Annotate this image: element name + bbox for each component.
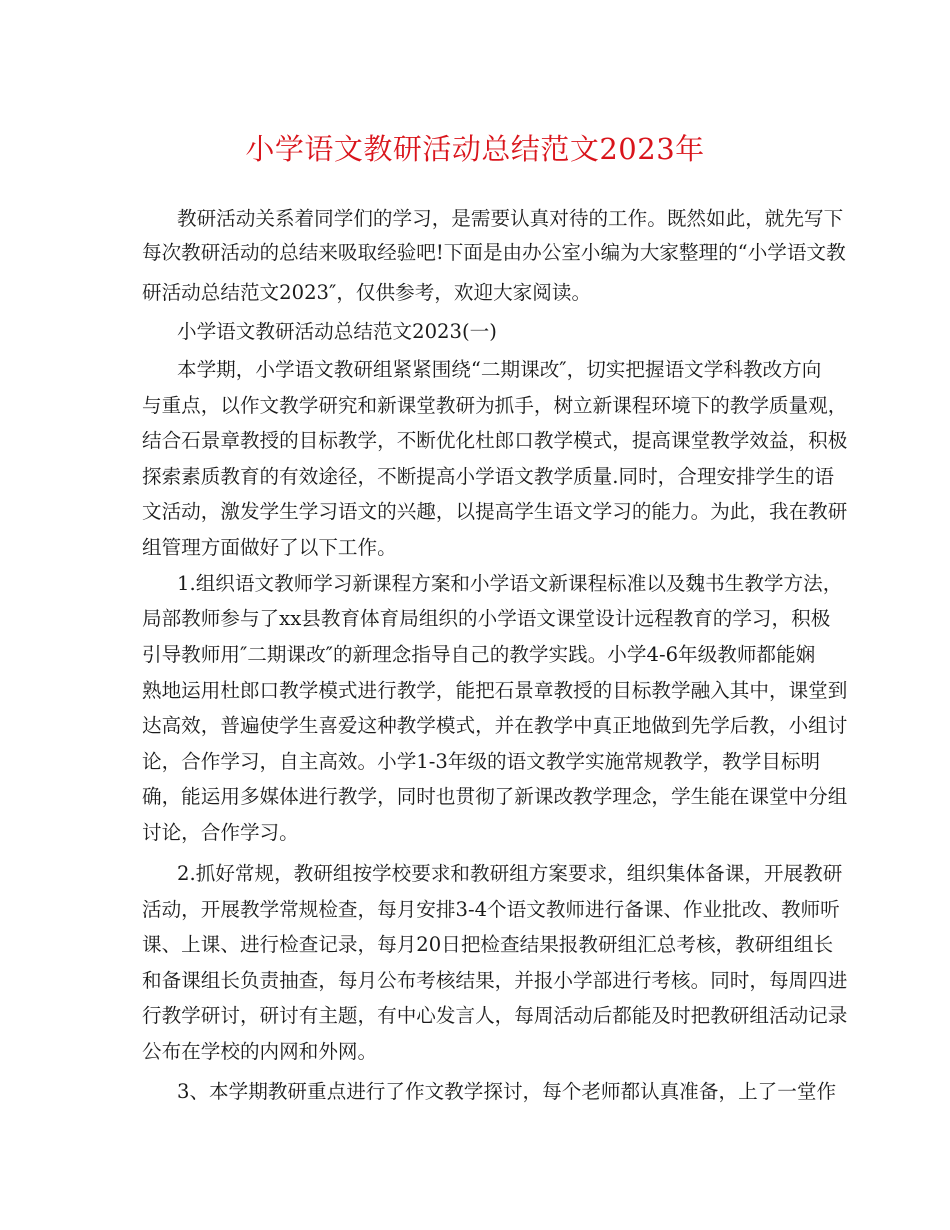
text-line: 本学期，小学语文教研组紧紧围绕“二期课改″，切实把握语文学科教改方向 [177,358,822,381]
text-line: 达高效，普遍使学生喜爱这种教学模式，并在教学中真正地做到先学后教，小组讨 [142,714,848,737]
text-line: 探索素质教育的有效途径，不断提高小学语文教学质量.同时，合理安排学生的语 [142,465,835,488]
text-line: 引导教师用″二期课改″的新理念指导自己的教学实践。小学4-6年级教师都能娴 [142,643,816,666]
text-line: 局部教师参与了xx县教育体育局组织的小学语文课堂设计远程教育的学习，积极 [142,607,831,630]
text-line: 文活动，激发学生学习语文的兴趣，以提高学生语文学习的能力。为此，我在教研 [142,500,848,523]
text-line: 论，合作学习，自主高效。小学1-3年级的语文教学实施常规教学，教学目标明 [142,750,821,773]
text-line: 确，能运用多媒体进行教学，同时也贯彻了新课改教学理念，学生能在课堂中分组 [142,785,848,808]
text-line: 活动，开展教学常规检查，每月安排3-4个语文教师进行备课、作业批改、教师听 [142,898,840,921]
text-line: 结合石景章教授的目标教学，不断优化杜郎口教学模式，提高课堂教学效益，积极 [142,429,848,452]
text-line: 每次教研活动的总结来吸取经验吧!下面是由办公室小编为大家整理的“小学语文教 [142,241,846,264]
text-line: 和备课组长负责抽查，每月公布考核结果，并报小学部进行考核。同时，每周四进 [142,969,848,992]
text-line: 3、本学期教研重点进行了作文教学探讨，每个老师都认真准备，上了一堂作 [177,1080,837,1103]
text-line: 教研活动关系着同学们的学习，是需要认真对待的工作。既然如此，就先写下 [177,207,844,230]
text-line: 组管理方面做好了以下工作。 [142,536,397,559]
text-line: 熟地运用杜郎口教学模式进行教学，能把石景章教授的目标教学融入其中，课堂到 [142,679,848,702]
text-line: 1.组织语文教师学习新课程方案和小学语文新课程标准以及魏书生教学方法， [177,572,843,595]
text-line: 行教学研讨，研讨有主题，有中心发言人，每周活动后都能及时把教研组活动记录 [142,1004,848,1027]
text-line: 研活动总结范文2023″，仅供参考，欢迎大家阅读。 [142,281,592,304]
text-line: 课、上课、进行检查记录，每月20日把检查结果报教研组汇总考核，教研组组长 [142,933,834,956]
document-title: 小学语文教研活动总结范文2023年 [245,132,705,166]
section-heading: 小学语文教研活动总结范文2023(一) [177,320,497,343]
text-line: 与重点，以作文教学研究和新课堂教研为抓手，树立新课程环境下的教学质量观， [142,394,848,417]
text-line: 讨论，合作学习。 [142,821,299,844]
text-line: 公布在学校的内网和外网。 [142,1040,378,1063]
text-line: 2.抓好常规，教研组按学校要求和教研组方案要求，组织集体备课，开展教研 [177,862,843,885]
